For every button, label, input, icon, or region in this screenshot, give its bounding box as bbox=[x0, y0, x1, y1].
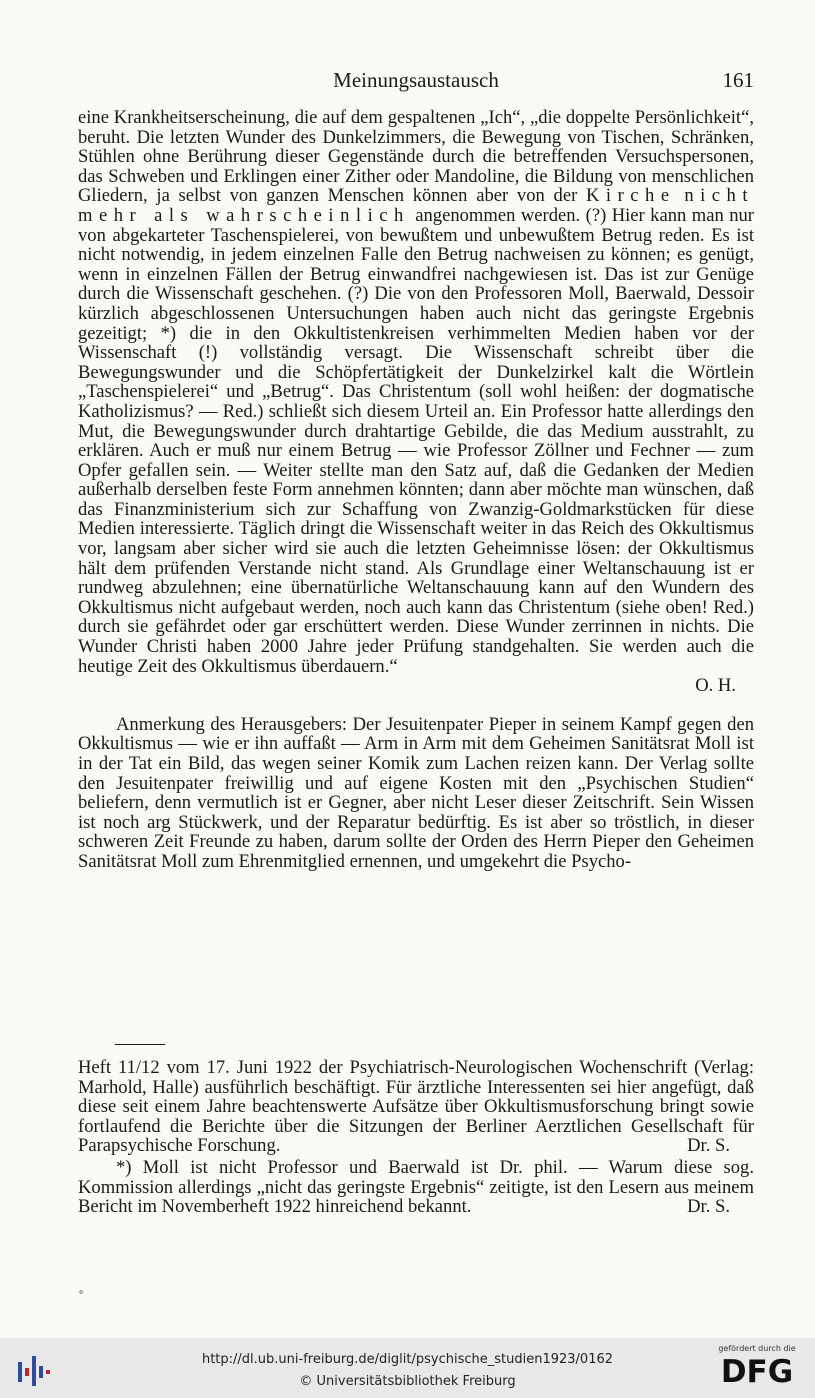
editor-note-paragraph: Anmerkung des Herausgebers: Der Jesuitenpater Pieper in seinem Kampf gegen den Okkultismus — wie er ihn auffaßt — Arm in Arm mit dem Geheimen Sanitätsrat Moll ist in der Tat ein Bild, das wegen seiner Komik zum Lachen reizen kann. Der Verlag sollte den Jesuitenpater freiwillig und auf eigene Kosten mit den „Psychischen Studien“ beliefern, denn vermutlich ist er Gegner, aber nicht Leser dieser Zeitschrift. Sein Wissen ist noch arg Stückwerk, und der Reparatur bedürftig. Es ist aber so tröstlich, in dieser schweren Zeit Freunde zu haben, darum sollte der Orden des Herrn Pieper den Geheimen Sanitätsrat Moll zum Ehrenmitglied ernennen, und umgekehrt die Psycho- bbox=[78, 713, 754, 872]
paragraph-quote-part-a: eine Krankheitserscheinung, die auf dem gespaltenen „Ich“, „die doppelte Persönlichkeit“, beruht. Die letzten Wunder des Dunkelzimmers, die Bewegung von Tischen, Schränken, Stühlen ohne Berührung dieser Gegenstände durch die betreffenden Versuchspersonen, das Schweben und Erklingen einer Zither oder Mandoline, die Bildung von menschlichen Gliedern, ja selbst von ganzen Menschen können aber von der bbox=[78, 107, 754, 207]
footnote-continued-text: Heft 11/12 vom 17. Juni 1922 der Psychiatrisch-Neurologischen Wochenschrift (Verlag: Marhold, Halle) ausführlich beschäftigt. Für ärztliche Interessenten sei hier angefügt, daß diese seit einem Jahre beachtenswerte Aufsätze über Okkultismusforschung bringt sowie fortlaufend die Berichte über die Sitzungen der Berliner Aerztlichen Gesellschaft für Parapsychische Forschung. bbox=[78, 1057, 754, 1157]
copyright-credit: © Universitätsbibliothek Freiburg bbox=[299, 1374, 516, 1389]
dfg-logo-text: DFG bbox=[720, 1354, 794, 1387]
footnote-divider bbox=[115, 1044, 165, 1045]
viewer-footer bbox=[0, 1338, 815, 1398]
footnote-continued bbox=[78, 1058, 754, 1156]
quote-signature: O. H. bbox=[695, 675, 736, 697]
page-number: 161 bbox=[722, 68, 754, 92]
funded-by-label: gefördert durch die bbox=[718, 1344, 796, 1353]
footnote-continued-signature: Dr. S. bbox=[687, 1135, 730, 1157]
footnote-star bbox=[78, 1158, 754, 1217]
footnotes bbox=[78, 1058, 754, 1217]
running-title: Meinungsaustausch bbox=[333, 68, 499, 92]
dfg-badge bbox=[711, 1344, 803, 1394]
dfg-logo bbox=[713, 1353, 801, 1387]
footnote-star-text: *) Moll ist nicht Professor und Baerwald ist Dr. phil. — Warum diese sog. Kommission allerdings „nicht das geringste Ergebnis“ zeitigte, ist den Lesern aus meinem Bericht im Novemberheft 1922 hinreichend bekannt. bbox=[78, 1156, 754, 1218]
running-header bbox=[78, 68, 754, 96]
paragraph-quote-part-c: angenommen werden. (?) Hier kann man nur von abgekarteter Taschenspielerei, von bewußtem und unbewußtem Betrug reden. Es ist nicht notwendig, in jedem einzelnen Falle den Betrug nachweisen zu können; es genügt, wenn in einzelnen Fällen der Betrug einwandfrei nachgewiesen ist. Das ist zur Genüge durch die Wissenschaft geschehen. (?) Die von den Professoren Moll, Baerwald, Dessoir kürzlich abgeschlossenen Untersuchungen haben auch nicht das geringste Ergebnis gezeitigt; *) die in den Okkultistenkreisen verhimmelten Medien haben vor der Wissenschaft (!) vollständig versagt. Die Wissenschaft schreibt über die Bewegungswunder und die Schöpfertätigkeit der Dunkelzirkel kalt die Wörtlein „Taschenspielerei“ und „Betrug“. Das Christentum (soll wohl heißen: der dogmatische Katholizismus? — Red.) schließt sich diesem Urteil an. Ein Professor hatte allerdings den Mut, die Bewegungswunder durch drahtartige Gebilde, die das Medium ausstrahlt, zu erklären. Auch er muß nur einem Betrug — wie Professor Zöllner und Fechner — zum Opfer gefallen sein. — Weiter stellte man den Satz auf, daß die Gedanken der Medien außerhalb derselben feste Form annehmen könnten; dann aber möchte man wünschen, daß das Finanzministerium sich zur Schaffung von Zwanzig-Goldmarkstücken für diese Medien interessierte. Täglich dringt die Wissenschaft weiter in das Reich des Okkultismus vor, langsam aber sicher wird sie auch die letzten Geheimnisse lösen: der Okkultismus hält dem prüfenden Verstande nicht stand. Als Grundlage einer Weltanschauung ist er rundweg abzulehnen; eine übernatürliche Weltanschauung kann auf den Wundern des Okkultismus nicht aufgebaut werden, noch auch kann das Christentum (siehe oben! Red.) durch sie gefährdet oder gar erschüttert werden. Diese Wunder zerrinnen in nichts. Die Wunder Christi haben 2000 Jahre jeder Prüfung standgehalten. Sie werden auch die heutige Zeit des Okkultismus überdauern.“ bbox=[78, 204, 754, 677]
source-url-link[interactable]: http://dl.ub.uni-freiburg.de/diglit/psychische_studien1923/0162 bbox=[201, 1352, 614, 1367]
paragraph-quote bbox=[78, 108, 754, 676]
footnote-star-signature: Dr. S. bbox=[687, 1196, 730, 1218]
main-text bbox=[78, 108, 754, 872]
spaced-phrase: nicht mehr als wahrscheinlich bbox=[78, 185, 755, 226]
spaced-word-kirche: Kirche bbox=[586, 185, 676, 207]
stray-mark: ˚ bbox=[78, 1290, 84, 1304]
